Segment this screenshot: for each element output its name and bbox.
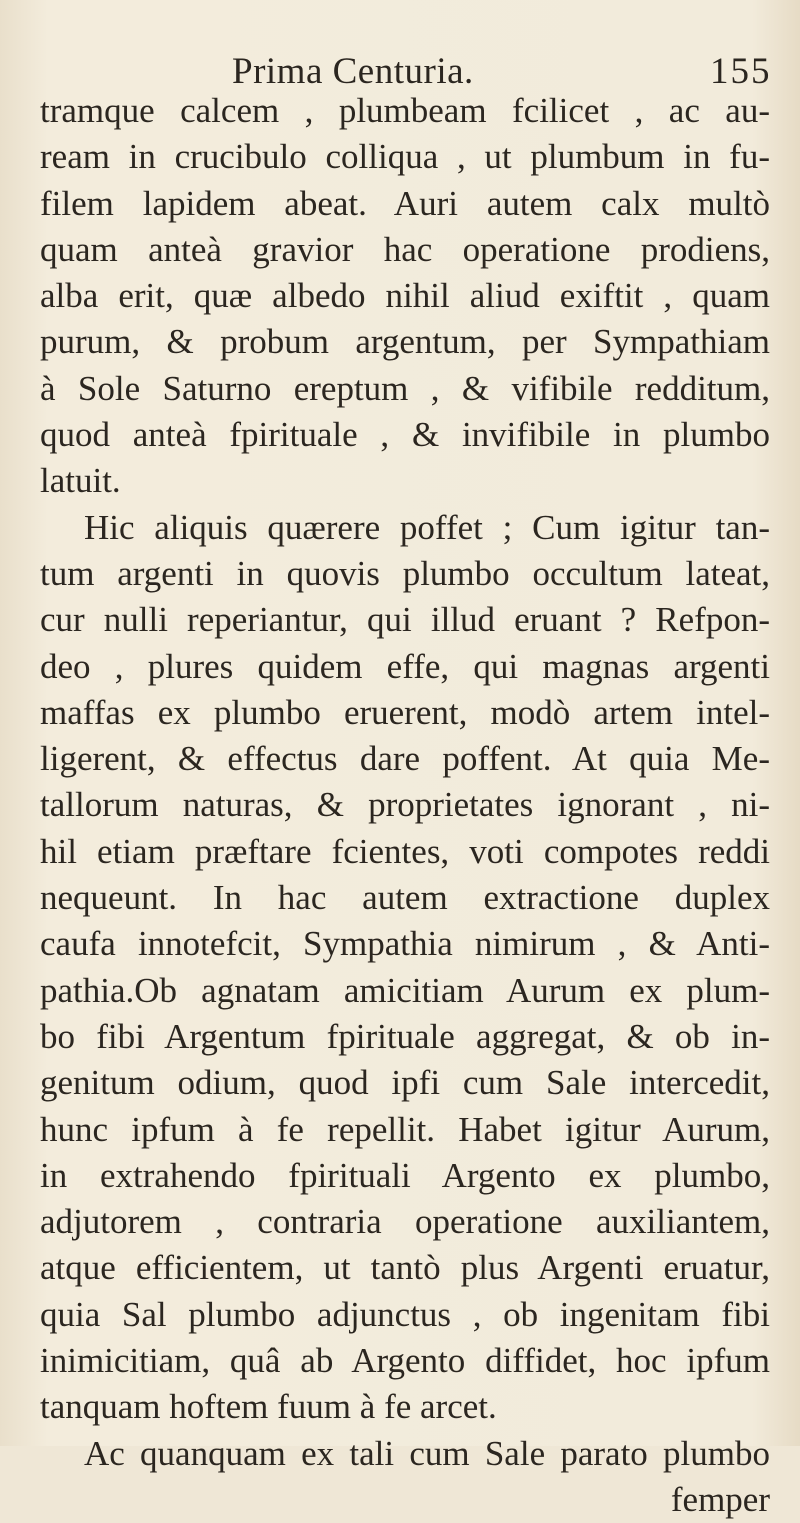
text-line: hil etiam præftare fcientes, voti compotes reddi (40, 831, 770, 871)
text-line: caufa innotefcit, Sympathia nimirum , & Anti- (40, 924, 770, 964)
text-line: atque efficientem, ut tantò plus Argenti eruatur, (40, 1248, 770, 1288)
text-line: purum, & probum argentum, per Sympathiam (40, 322, 770, 362)
text-line: hunc ipfum à fe repellit. Habet igitur Aurum, (40, 1109, 770, 1149)
text-line: ligerent, & effectus dare poffent. At quia Me- (40, 739, 770, 779)
page-number: 155 (710, 51, 772, 92)
text-line: quam anteà gravior hac operatione prodiens, (40, 229, 770, 269)
paragraph-start-line: Hic aliquis quærere poffet ; Cum igitur tan- (84, 507, 770, 547)
text-line: tramque calcem , plumbeam fcilicet , ac au- (40, 91, 770, 130)
text-line: adjutorem , contraria operatione auxiliantem, (40, 1202, 770, 1242)
text-line: maffas ex plumbo eruerent, modò artem intel- (40, 692, 770, 732)
text-line: tum argenti in quovis plumbo occultum lateat, (40, 553, 770, 593)
body-text (40, 88, 770, 1523)
text-line: nequeunt. In hac autem extractione duplex (40, 878, 770, 918)
text-line: quod anteà fpirituale , & invifibile in plumbo (40, 415, 770, 455)
text-line: ream in crucibulo colliqua , ut plumbum in fu- (40, 137, 770, 177)
text-line: pathia.Ob agnatam amicitiam Aurum ex plum- (40, 970, 770, 1010)
text-line: in extrahendo fpirituali Argento ex plumbo, (40, 1155, 770, 1195)
text-line: cur nulli reperiantur, qui illud eruant ? Refpon- (40, 600, 770, 640)
running-title: Prima Centuria. (232, 51, 474, 92)
paragraph-end-line: latuit. (40, 461, 121, 501)
text-line: quia Sal plumbo adjunctus , ob ingenitam fibi (40, 1294, 770, 1334)
text-line: bo fibi Argentum fpirituale aggregat, & ob in- (40, 1016, 770, 1056)
text-line: filem lapidem abeat. Auri autem calx multò (40, 183, 770, 223)
text-line: à Sole Saturno ereptum , & vifibile redditum, (40, 368, 770, 408)
text-line: inimicitiam, quâ ab Argento diffidet, hoc ipfum (40, 1341, 770, 1381)
paragraph-start-line: Ac quanquam ex tali cum Sale parato plumbo (84, 1433, 770, 1473)
text-line: deo , plures quidem effe, qui magnas argenti (40, 646, 770, 686)
paragraph-end-line: tanquam hoftem fuum à fe arcet. (40, 1387, 497, 1427)
text-line: genitum odium, quod ipfi cum Sale intercedit, (40, 1063, 770, 1103)
text-line: tallorum naturas, & proprietates ignorant , ni- (40, 785, 770, 825)
text-line: alba erit, quæ albedo nihil aliud exiftit , quam (40, 276, 770, 316)
catchword: femper (670, 1479, 770, 1519)
